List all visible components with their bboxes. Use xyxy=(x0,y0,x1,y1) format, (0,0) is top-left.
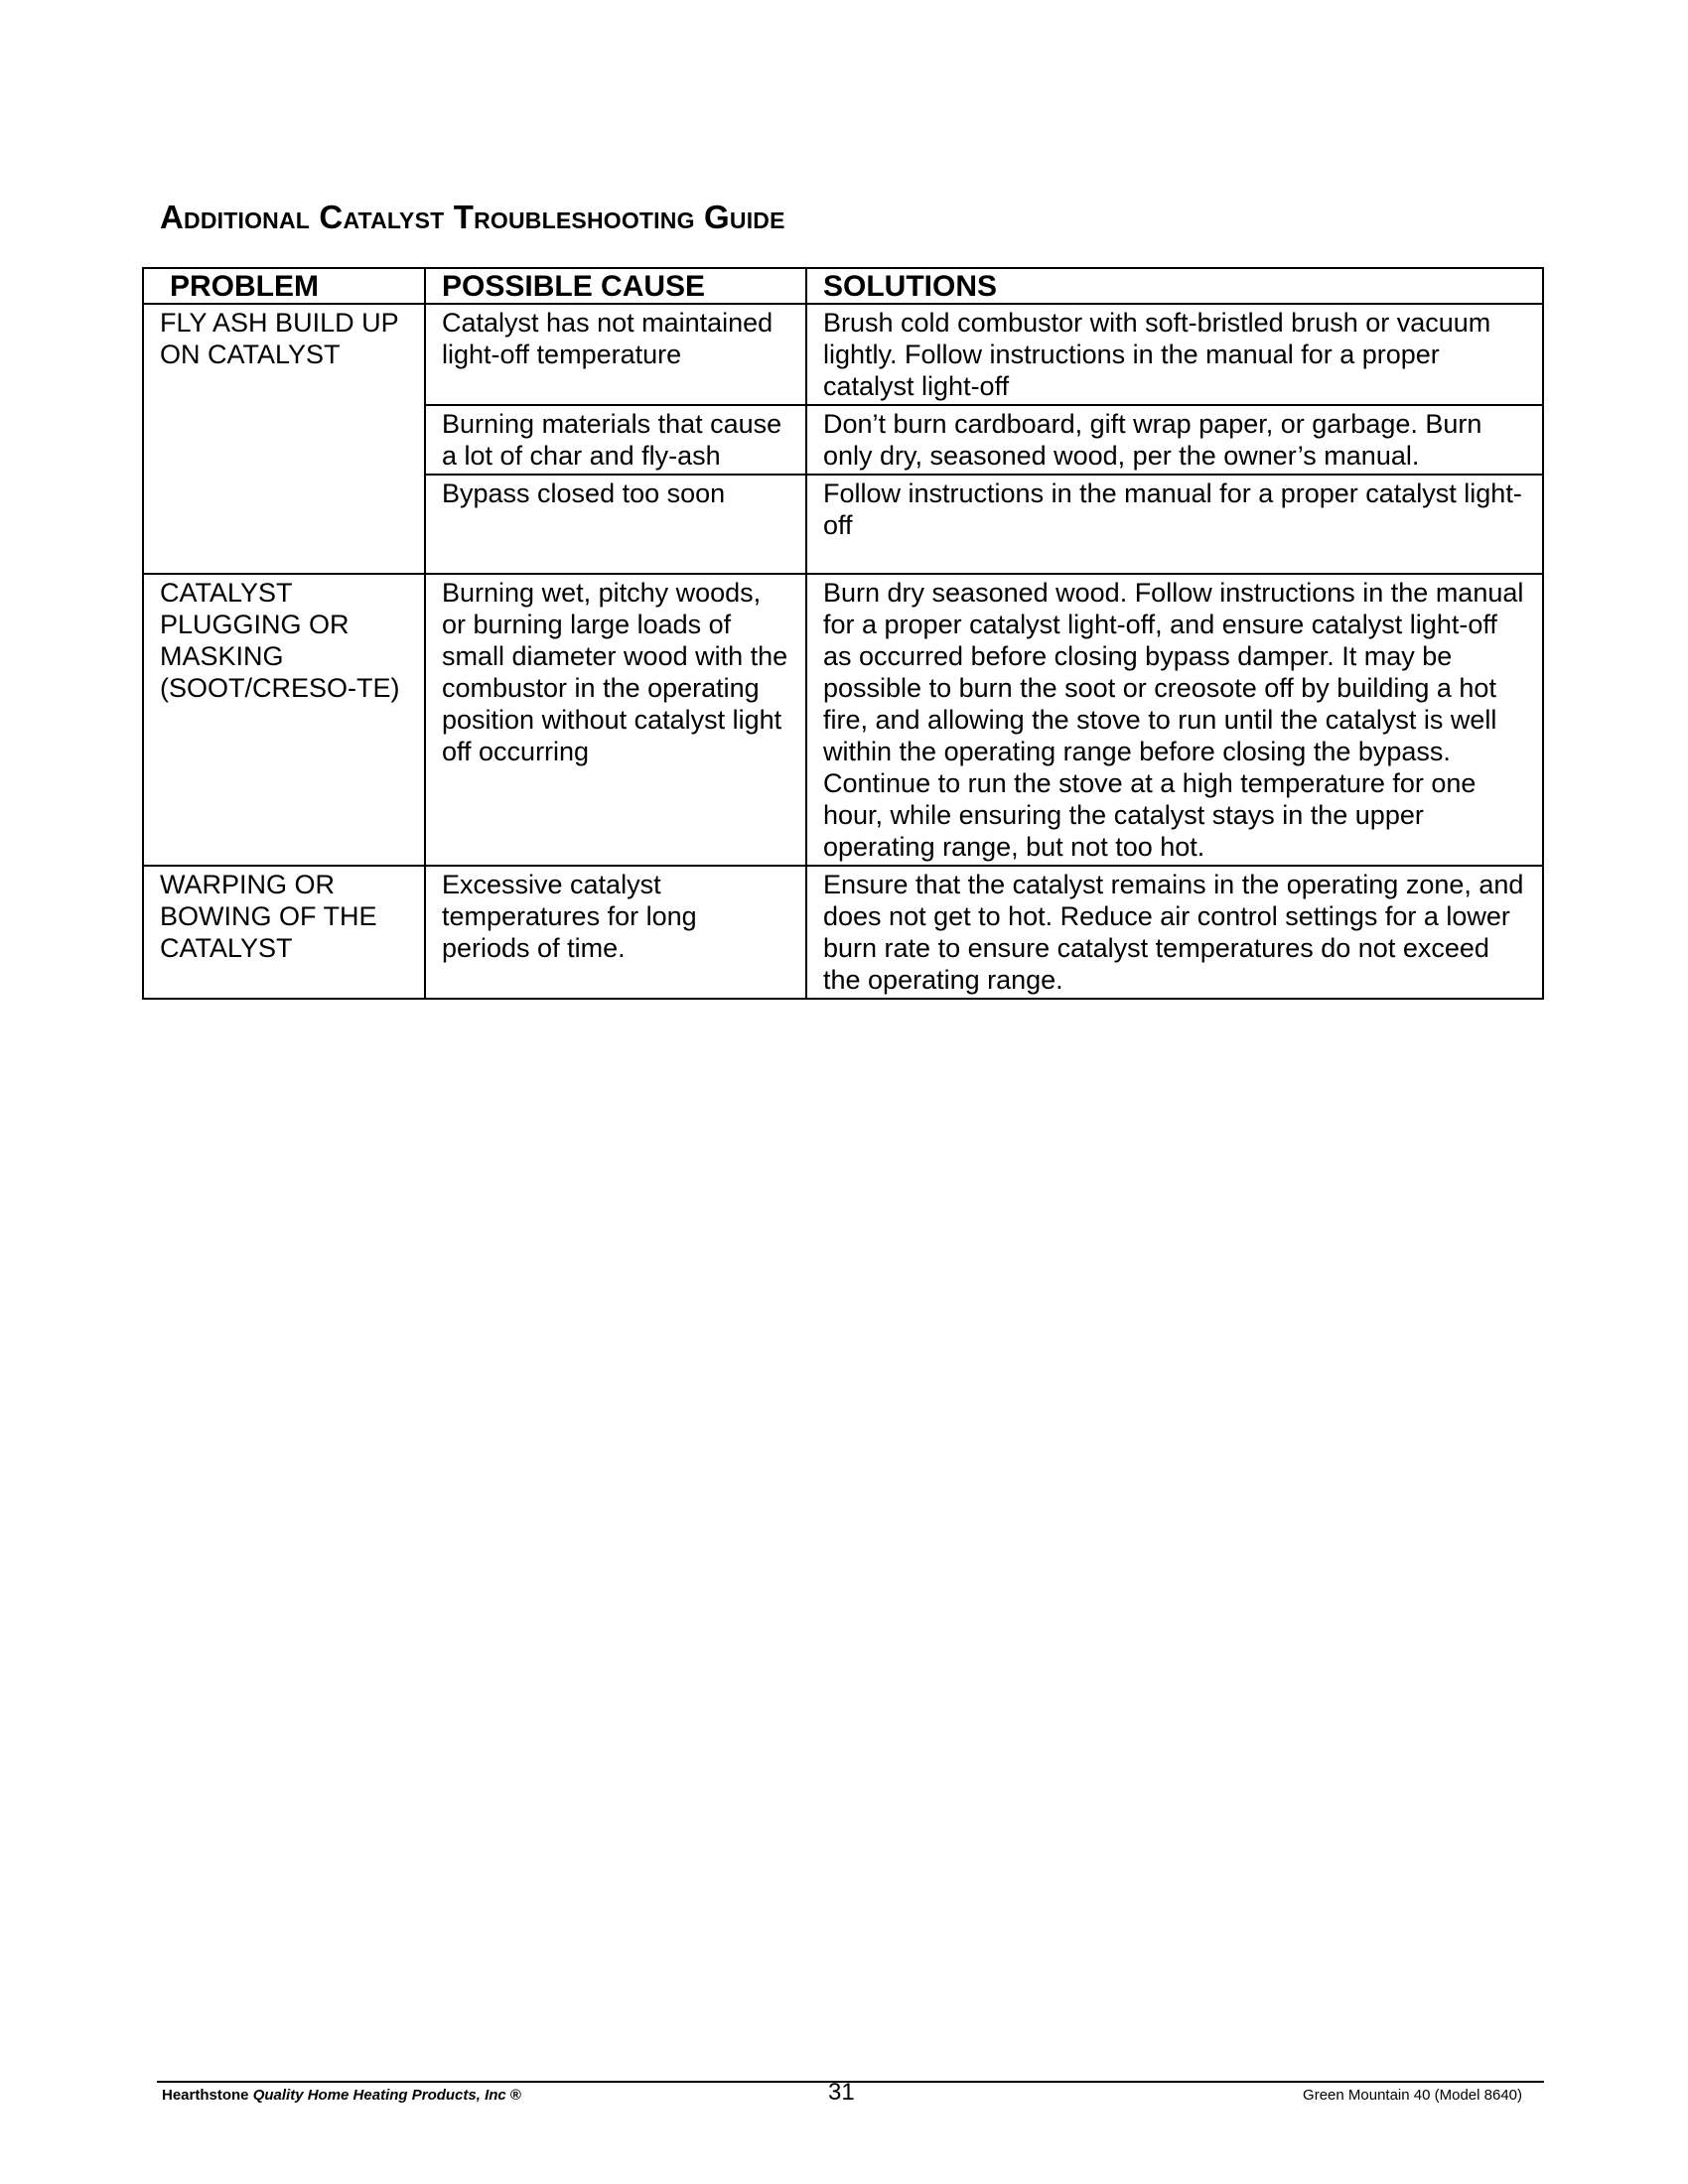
header-possible-cause: POSSIBLE CAUSE xyxy=(425,268,806,304)
footer-model: Green Mountain 40 (Model 8640) xyxy=(1303,2087,1522,2104)
footer-registered-mark: ® xyxy=(505,2087,521,2104)
cause-cell: Burning wet, pitchy woods, or burning large loads of small diameter wood with the combustor in the operating position without catalyst light off occurring xyxy=(425,574,806,866)
cause-cell: Catalyst has not maintained light-off temperature xyxy=(425,304,806,405)
table-row xyxy=(143,574,1543,866)
problem-cell: CATALYST PLUGGING OR MASKING (SOOT/CRESO-TE) xyxy=(143,574,425,866)
table-header-row xyxy=(143,268,1543,304)
solution-cell: Follow instructions in the manual for a proper catalyst light-off xyxy=(806,475,1543,574)
footer-brand: Hearthstone xyxy=(162,2087,249,2104)
solution-cell: Ensure that the catalyst remains in the operating zone, and does not get to hot. Reduce air control settings for a lower burn rate to ensure catalyst temperatures do not exceed the operating range. xyxy=(806,866,1543,999)
footer-company-name: Quality Home Heating Products, Inc xyxy=(252,2087,506,2104)
problem-cell: FLY ASH BUILD UP ON CATALYST xyxy=(143,304,425,574)
table-row xyxy=(143,866,1543,999)
troubleshooting-table xyxy=(142,267,1544,1000)
table-row xyxy=(143,304,1543,405)
header-problem: PROBLEM xyxy=(143,268,425,304)
header-solutions: SOLUTIONS xyxy=(806,268,1543,304)
page-title: Additional Catalyst Troubleshooting Guide xyxy=(160,199,785,235)
solution-cell: Brush cold combustor with soft-bristled brush or vacuum lightly. Follow instructions in the manual for a proper catalyst light-off xyxy=(806,304,1543,405)
cause-cell: Bypass closed too soon xyxy=(425,475,806,574)
solution-cell: Burn dry seasoned wood. Follow instructions in the manual for a proper catalyst light-off, and ensure catalyst light-off as occurred before closing bypass damper. It may be possible to burn the soot or creosote off by building a hot fire, and allowing the stove to run until the catalyst is well within the operating range before closing the bypass. Continue to run the stove at a high temperature for one hour, while ensuring the catalyst stays in the upper operating range, but not too hot. xyxy=(806,574,1543,866)
footer-company xyxy=(162,2087,521,2104)
page-number: 31 xyxy=(828,2079,855,2106)
problem-cell: WARPING OR BOWING OF THE CATALYST xyxy=(143,866,425,999)
solution-cell: Don’t burn cardboard, gift wrap paper, or garbage. Burn only dry, seasoned wood, per the owner’s manual. xyxy=(806,405,1543,475)
cause-cell: Excessive catalyst temperatures for long periods of time. xyxy=(425,866,806,999)
cause-cell: Burning materials that cause a lot of char and fly-ash xyxy=(425,405,806,475)
